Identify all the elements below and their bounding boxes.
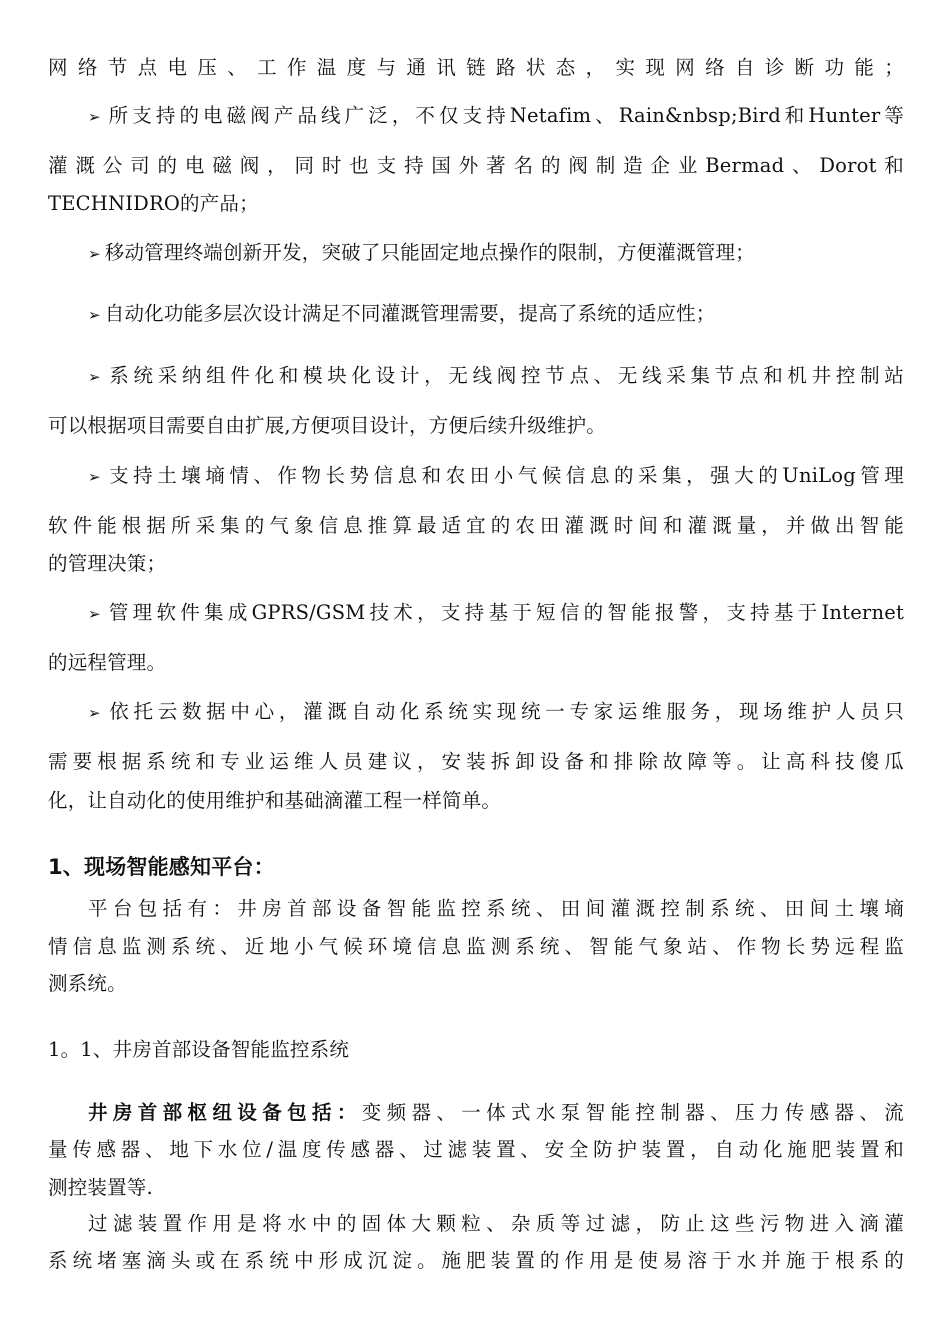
text-line: 系统堵塞滴头或在系统中形成沉淀。施肥装置的作用是使易溶于水并施于根系的 — [48, 1249, 904, 1272]
arrow-bullet-icon: ➢ — [88, 605, 101, 623]
text-line: 测控装置等. — [48, 1176, 153, 1199]
arrow-bullet-icon: ➢ — [88, 108, 101, 126]
text-line: 量传感器、地下水位/温度传感器、过滤装置、安全防护装置，自动化施肥装置和 — [48, 1138, 904, 1161]
bullet-text: 管理软件集成GPRS/GSM技术，支持基于短信的智能报警，支持基于Internet — [104, 601, 904, 624]
bullet-item — [88, 597, 904, 625]
bold-lead: 井房首部枢纽设备包括： — [88, 1101, 362, 1124]
bullet-item — [88, 696, 904, 724]
text-line: 的远程管理。 — [48, 651, 167, 674]
bullet-item — [88, 460, 904, 488]
bullet-text: 所支持的电磁阀产品线广泛，不仅支持Netafim、Rain&nbsp;Bird和Hunter等 — [104, 104, 904, 127]
text-line: TECHNIDRO的产品； — [48, 192, 259, 215]
text-line: 灌溉公司的电磁阀，同时也支持国外著名的阀制造企业Bermad、Dorot和 — [48, 154, 904, 177]
text-line: 平台包括有：井房首部设备智能监控系统、田间灌溉控制系统、田间土壤墒 — [88, 897, 904, 920]
arrow-bullet-icon: ➢ — [88, 704, 101, 722]
text-line: 化，让自动化的使用维护和基础滴灌工程一样简单。 — [48, 789, 502, 812]
text-line: 需要根据系统和专业运维人员建议，安装拆卸设备和排除故障等。让高科技傻瓜 — [48, 750, 904, 773]
paragraph-line — [88, 1097, 904, 1125]
text-line: 可以根据项目需要自由扩展,方便项目设计，方便后续升级维护。 — [48, 414, 606, 437]
bullet-item — [88, 360, 904, 388]
bullet-item — [88, 298, 904, 326]
text-line: 情信息监测系统、近地小气候环境信息监测系统、智能气象站、作物长势远程监 — [48, 935, 904, 958]
bullet-text: 移动管理终端创新开发，突破了只能固定地点操作的限制，方便灌溉管理； — [104, 241, 755, 264]
text-line: 网络节点电压、工作温度与通讯链路状态，实现网络自诊断功能； — [48, 56, 904, 79]
section-heading: 1、现场智能感知平台： — [48, 855, 275, 879]
subsection-heading: 1。1、井房首部设备智能监控系统 — [48, 1038, 350, 1061]
text-line: 测系统。 — [48, 972, 127, 995]
bullet-text: 依托云数据中心，灌溉自动化系统实现统一专家运维服务，现场维护人员只 — [104, 700, 904, 723]
arrow-bullet-icon: ➢ — [88, 368, 101, 386]
bullet-text: 自动化功能多层次设计满足不同灌溉管理需要，提高了系统的适应性； — [104, 302, 716, 325]
text-line: 过滤装置作用是将水中的固体大颗粒、杂质等过滤，防止这些污物进入滴灌 — [88, 1212, 904, 1235]
bullet-item — [88, 100, 904, 128]
arrow-bullet-icon: ➢ — [88, 468, 101, 486]
arrow-bullet-icon: ➢ — [88, 306, 101, 324]
text-line: 软件能根据所采集的气象信息推算最适宜的农田灌溉时间和灌溉量，并做出智能 — [48, 514, 904, 537]
bullet-text: 支持土壤墒情、作物长势信息和农田小气候信息的采集，强大的UniLog管理 — [104, 464, 904, 487]
bullet-text: 系统采纳组件化和模块化设计，无线阀控节点、无线采集节点和机井控制站 — [104, 364, 904, 387]
text-line: 的管理决策； — [48, 552, 167, 575]
bullet-item — [88, 237, 904, 265]
paragraph-text: 变频器、一体式水泵智能控制器、压力传感器、流 — [361, 1101, 905, 1124]
arrow-bullet-icon: ➢ — [88, 245, 101, 263]
